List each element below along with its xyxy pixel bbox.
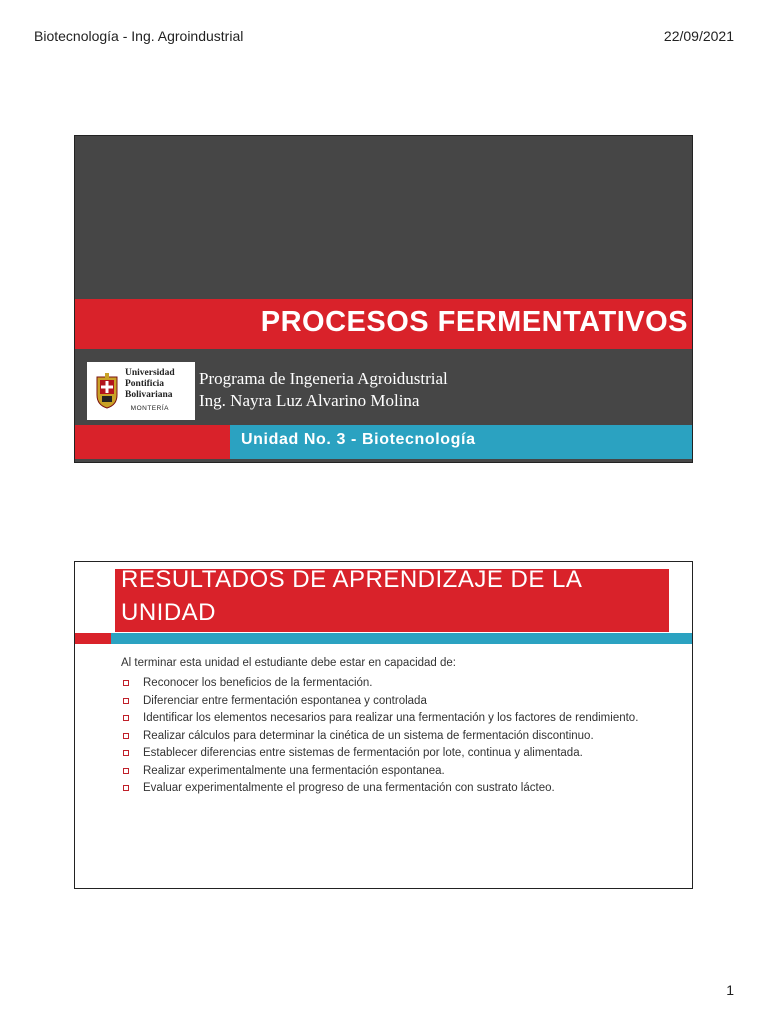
list-item-text: Establecer diferencias entre sistemas de fermentación por lote, continua y alimentada. [143,747,583,759]
unit-label: Unidad No. 3 - Biotecnología [241,431,476,448]
list-item-text: Realizar cálculos para determinar la cinética de un sistema de fermentación discontinuo. [143,729,594,742]
outcomes-title-box [115,569,669,632]
logo-text [125,368,175,414]
logo-line-4: MONTERÍA [130,405,169,412]
list-item-text: Reconocer los beneficios de la fermentación. [143,677,373,689]
outcomes-title-line-1: RESULTADOS DE APRENDIZAJE DE LA [121,569,583,593]
square-bullet-icon [123,785,129,791]
list-item-text: Identificar los elementos necesarios para realizar una fermentación y los factores de rendimiento. [143,712,639,724]
slide-title: PROCESOS FERMENTATIVOS [260,306,688,338]
outcomes-red-strip [75,633,111,644]
learning-outcomes-slide [74,561,693,889]
square-bullet-icon [123,750,129,756]
list-item [121,747,661,760]
outcomes-intro: Al terminar esta unidad el estudiante debe estar en capacidad de: [121,657,456,669]
square-bullet-icon [123,715,129,721]
square-bullet-icon [123,768,129,774]
program-name: Programa de Ingeneria Agroidustrial [199,369,448,388]
list-item [121,677,661,690]
document-header-title: Biotecnología - Ing. Agroindustrial [34,28,244,44]
university-logo [87,362,195,420]
unit-red-block [75,425,230,459]
list-item [121,765,661,778]
list-item [121,712,661,725]
logo-line-1: Universidad [125,368,175,378]
logo-line-2: Pontificia [125,379,165,389]
list-item [121,730,661,743]
list-item [121,695,661,708]
square-bullet-icon [123,680,129,686]
document-header-date: 22/09/2021 [663,28,734,44]
title-slide [74,135,693,463]
outcomes-blue-strip [111,633,692,644]
instructor-name: Ing. Nayra Luz Alvarino Molina [199,391,420,410]
list-item [121,782,661,795]
page-number: 1 [726,982,734,998]
slide-subtitle [199,368,448,412]
outcomes-list [121,677,661,800]
square-bullet-icon [123,733,129,739]
list-item-text: Diferenciar entre fermentación espontanea y controlada [143,694,427,707]
list-item-text: Evaluar experimentalmente el progreso de una fermentación con sustrato lácteo. [143,782,555,794]
list-item-text: Realizar experimentalmente una fermentación espontanea. [143,764,445,777]
logo-line-3: Bolivariana [125,390,173,400]
outcomes-title-line-2: UNIDAD [121,599,217,626]
outcomes-title [121,569,582,629]
square-bullet-icon [123,698,129,704]
crest-icon [93,373,121,409]
